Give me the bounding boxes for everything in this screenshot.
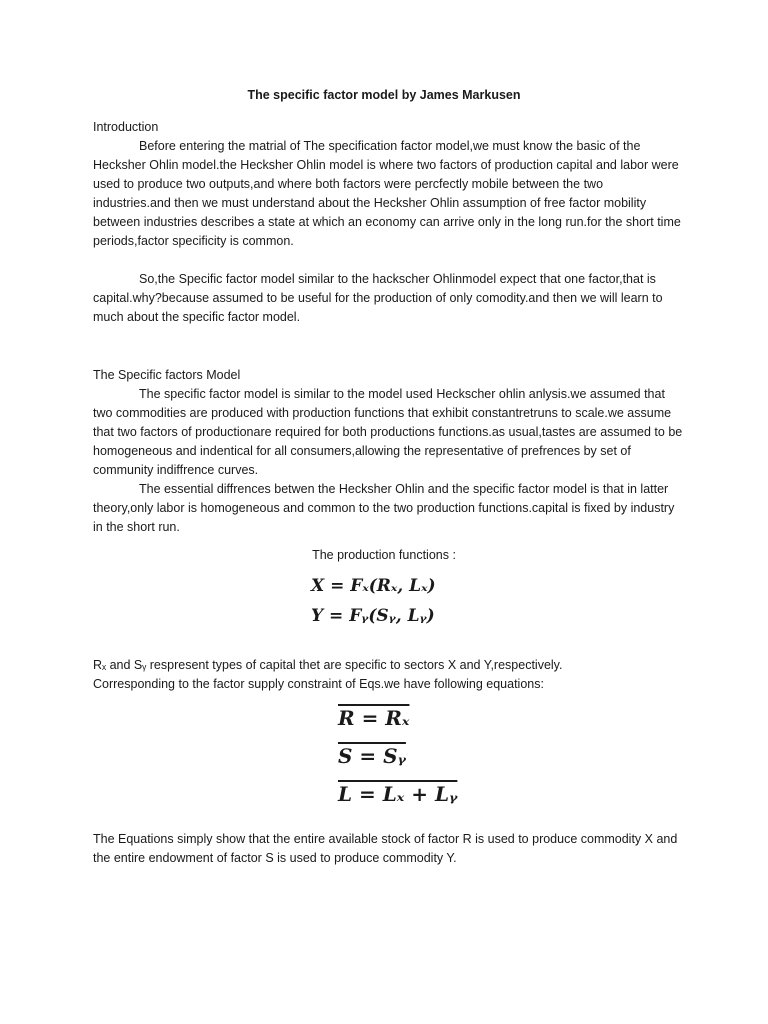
equation-s-text: S = Sᵧ bbox=[338, 744, 406, 768]
equation-s bbox=[338, 744, 406, 768]
production-functions-label: The production functions : bbox=[312, 548, 456, 562]
equation-r-text: R = Rₓ bbox=[338, 706, 410, 730]
equation-r bbox=[338, 706, 409, 730]
specific-factors-paragraph-1: The specific factor model is similar to the model used Heckscher ohlin anlysis.we assumed that two commodities are produced with production functions that exhibit constantretruns to scale.we assume that two factors of productionare required for both productions functions.as usual,tastes are assumed to be homogeneous and indentical for all consumers,allowing the representative of prefrences by set of community indiffrence curves. bbox=[93, 387, 683, 477]
introduction-heading: Introduction bbox=[93, 120, 159, 134]
specific-factors-section bbox=[93, 366, 683, 537]
introduction-paragraph-2: So,the Specific factor model similar to the hackscher Ohlinmodel expect that one factor,that is capital.why?because assumed to be useful for the production of only comodity.and then we will learn to much about the specific factor model. bbox=[93, 272, 663, 324]
equation-l-text: L = Lₓ + Lᵧ bbox=[338, 782, 458, 806]
equation-x: X = Fₓ(Rₓ, Lₓ) bbox=[311, 576, 436, 596]
document-title: The specific factor model by James Markusen bbox=[247, 88, 521, 102]
introduction-section bbox=[93, 118, 683, 327]
equation-l bbox=[338, 782, 457, 806]
capital-text-line-1: Rₓ and Sᵧ respresent types of capital thet are specific to sectors X and Y,respectively. bbox=[93, 658, 563, 672]
specific-factors-paragraph-2: The essential diffrences betwen the Hecksher Ohlin and the specific factor model is that in latter theory,only labor is homogeneous and common to the two production functions.capital is fixed by industry in the short run. bbox=[93, 482, 675, 534]
equation-y: Y = Fᵧ(Sᵧ, Lᵧ) bbox=[311, 606, 435, 626]
conclusion-paragraph: The Equations simply show that the entire available stock of factor R is used to produce commodity X and the entire endowment of factor S is used to produce commodity Y. bbox=[93, 832, 678, 865]
specific-factors-heading: The Specific factors Model bbox=[93, 368, 241, 382]
capital-text bbox=[93, 656, 683, 694]
introduction-paragraph-1: Before entering the matrial of The specification factor model,we must know the basic of the Hecksher Ohlin model.the Hecksher Ohlin model is where two factors of production capital and labor were used to produce two outputs,and where both factors were percfectly mobile between the two industries.and then we must understand about the Hecksher Ohlin assumption of free factor mobility between industries describes a state at which an economy can arrive only in the long run.for the short time periods,factor specificity is common. bbox=[93, 139, 681, 248]
capital-text-line-2: Corresponding to the factor supply constraint of Eqs.we have following equations: bbox=[93, 677, 544, 691]
